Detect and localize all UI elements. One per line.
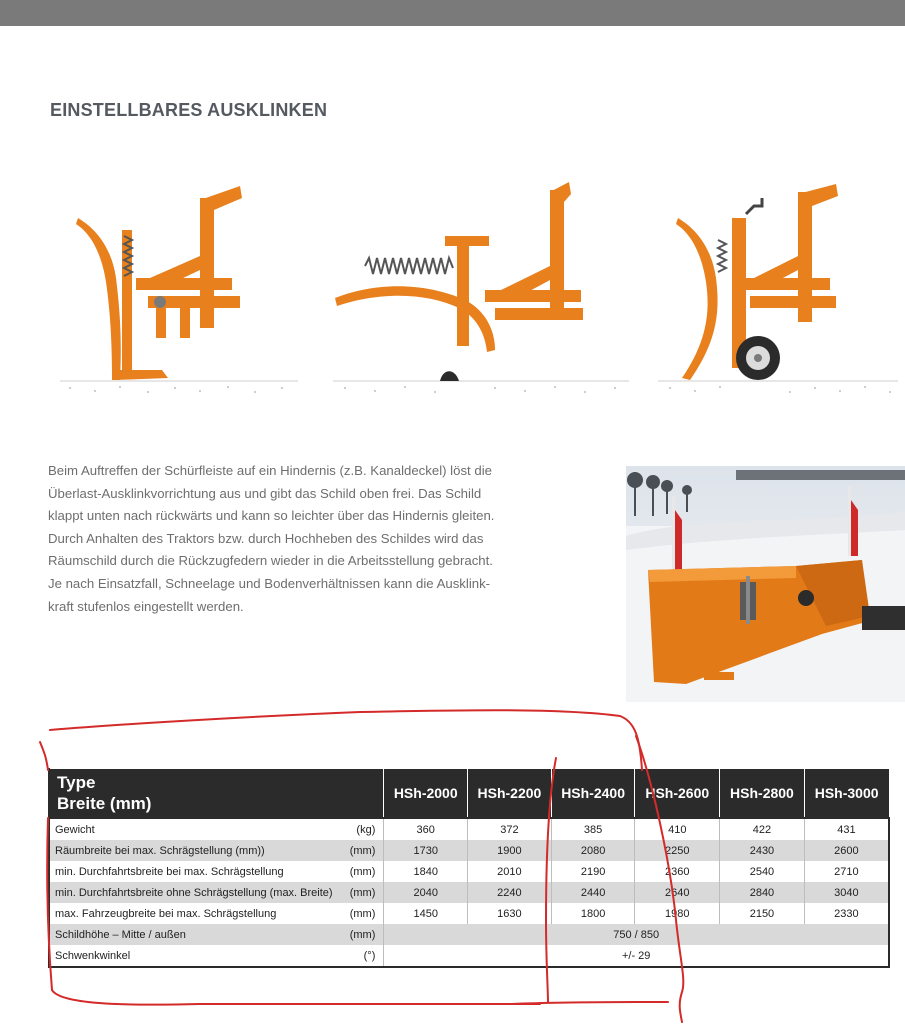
plow-diagram-working [50,170,305,405]
table-row [49,861,889,882]
model-header: HSh-2200 [468,769,552,819]
cell: 2330 [804,903,889,924]
spec-header-row [49,769,889,819]
snow-plow-photo [626,466,905,702]
cell: 410 [635,818,720,840]
cell: 1980 [635,903,720,924]
model-header: HSh-2400 [551,769,635,819]
description-line: Räumschild durch die Rückzugfedern wieder in die Arbeitsstellung gebracht. [48,553,493,569]
row-unit: (mm) [334,840,384,861]
cell: 2080 [551,840,635,861]
cell: 2840 [720,882,805,903]
cell: 2360 [635,861,720,882]
cell: 3040 [804,882,889,903]
table-row [49,818,889,840]
ground-line [333,381,629,393]
type-header [49,769,384,819]
model-header: HSh-2000 [384,769,468,819]
model-header: HSh-2600 [635,769,720,819]
cell: 2640 [635,882,720,903]
description-text [48,460,608,618]
obstacle [440,371,459,381]
row-label: max. Fahrzeugbreite bei max. Schrägstellung [55,907,277,920]
cell: 2430 [720,840,805,861]
row-unit: (kg) [334,818,384,840]
table-row [49,945,889,967]
row-unit: (mm) [334,882,384,903]
cell: 1840 [384,861,468,882]
cell: 431 [804,818,889,840]
description-line: Beim Auftreffen der Schürfleiste auf ein Hindernis (z.B. Kanaldeckel) löst die [48,463,492,478]
plow-diagram-tripped [325,170,635,405]
width-label: Breite (mm) [57,794,152,813]
cell: 2040 [384,882,468,903]
ground-line [60,381,298,393]
cell: 385 [551,818,635,840]
cell: 360 [384,818,468,840]
row-label: min. Durchfahrtsbreite bei max. Schrägstellung [55,865,284,878]
spec-table [48,768,890,968]
model-header: HSh-3000 [804,769,889,819]
plow-spring [365,258,453,274]
cell: 2540 [720,861,805,882]
table-row [49,840,889,861]
cell: 422 [720,818,805,840]
cell: 2240 [468,882,552,903]
row-label: Gewicht [55,823,95,836]
row-label: min. Durchfahrtsbreite ohne Schrägstellung (max. Breite) [49,882,334,903]
ground-line [658,381,898,393]
model-header: HSh-2800 [720,769,805,819]
cell-span: 750 / 850 [384,924,889,945]
cell: 1630 [468,903,552,924]
description-line: Durch Anhalten des Traktors bzw. durch Hochheben des Schildes wird das [48,530,484,546]
description-line: kraft stufenlos eingestellt werden. [48,598,244,614]
plow-body [76,186,242,380]
type-label: Type [57,773,96,792]
support-wheel [736,336,780,380]
cell: 372 [468,818,552,840]
description-line: Je nach Einsatzfall, Schneelage und Bodenverhältnissen kann die Ausklink- [48,575,491,591]
section-heading: EINSTELLBARES AUSKLINKEN [50,100,328,120]
cell: 2710 [804,861,889,882]
table-row [49,903,889,924]
row-label: Schildhöhe – Mitte / außen [49,924,334,945]
description-line: klappt unten nach rückwärts und kann so leichter über das Hindernis gleiten. [48,508,495,524]
cell: 1900 [468,840,552,861]
cell-span: +/- 29 [384,945,889,967]
table-row [49,882,889,903]
cell: 2600 [804,840,889,861]
row-label: Räumbreite bei max. Schrägstellung (mm)) [49,840,334,861]
row-label: Schwenkwinkel [55,949,131,962]
description-line: Überlast-Ausklinkvorrichtung aus und gibt das Schild oben frei. Das Schild [48,485,482,501]
row-unit: (mm) [334,861,384,882]
row-unit: (mm) [334,924,384,945]
cell: 2190 [551,861,635,882]
cell: 1800 [551,903,635,924]
cell: 1450 [384,903,468,924]
plow-diagram-wheel [650,170,905,405]
cell: 2250 [635,840,720,861]
cell: 2010 [468,861,552,882]
table-row [49,924,889,945]
row-unit: (mm) [334,903,384,924]
cell: 2440 [551,882,635,903]
top-bar [0,0,905,26]
cell: 2150 [720,903,805,924]
cell: 1730 [384,840,468,861]
row-unit: (°) [334,945,384,967]
